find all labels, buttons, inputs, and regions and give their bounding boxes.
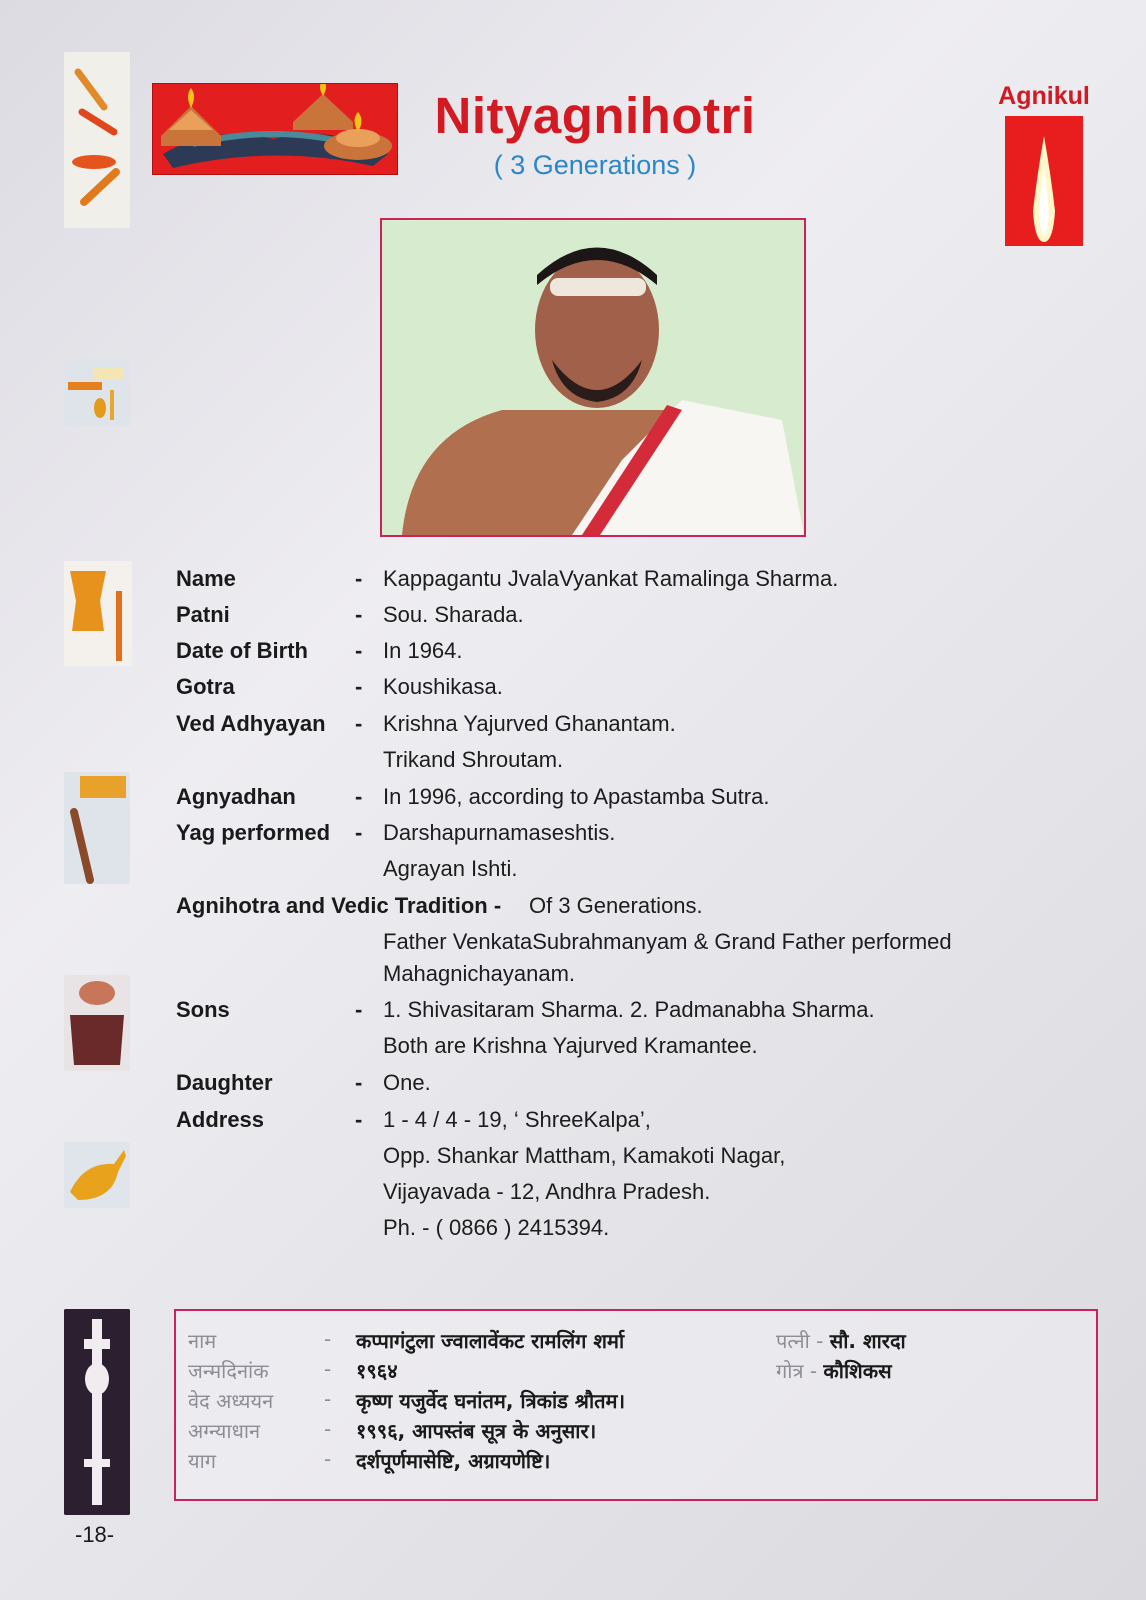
tradition-line: Father VenkataSubrahmanyam & Grand Father performed <box>383 929 952 954</box>
fire-altars-banner-image <box>152 83 398 175</box>
detail-value: Kappagantu JvalaVyankat Ramalinga Sharma. <box>383 566 839 591</box>
hindi-value: कौशिकस <box>823 1359 892 1383</box>
detail-value: Trikand Shroutam. <box>383 747 564 772</box>
detail-value: Agrayan Ishti. <box>383 856 518 881</box>
hindi-value: दर्शपूर्णमासेष्टि, अग्रायणेष्टि। <box>356 1449 551 1473</box>
detail-value: Vijayavada - 12, Andhra Pradesh. <box>383 1179 711 1204</box>
separator: - <box>355 784 363 809</box>
page-title: Nityagnihotri <box>434 87 756 144</box>
separator: - <box>324 1327 332 1351</box>
detail-value: Krishna Yajurved Ghanantam. <box>383 711 676 736</box>
detail-label: Ved Adhyayan <box>176 711 326 736</box>
hindi-summary-box <box>174 1309 1098 1501</box>
ritual-pestle-image <box>64 1309 130 1515</box>
separator: - <box>355 602 363 627</box>
detail-label: Patni <box>176 602 230 627</box>
detail-value: One. <box>383 1070 431 1095</box>
hindi-row-patni <box>776 1327 906 1354</box>
detail-value: Sou. Sharada. <box>383 602 524 627</box>
detail-label: Gotra <box>176 674 235 699</box>
separator: - <box>816 1329 830 1353</box>
detail-value: In 1996, according to Apastamba Sutra. <box>383 784 770 809</box>
separator: - <box>355 674 363 699</box>
ritual-tools-image-1 <box>64 52 130 228</box>
ritual-offering-image <box>64 975 130 1071</box>
tradition-value: Of 3 Generations. <box>529 893 703 918</box>
separator: - <box>324 1387 332 1411</box>
separator: - <box>809 1359 824 1383</box>
separator: - <box>355 638 363 663</box>
separator: - <box>355 1107 363 1132</box>
page-subtitle: ( 3 Generations ) <box>493 150 697 180</box>
ritual-tools-image-2 <box>64 360 130 426</box>
page-number: -18- <box>75 1522 115 1547</box>
hindi-row-gotra <box>776 1357 892 1384</box>
detail-value: Opp. Shankar Mattham, Kamakoti Nagar, <box>383 1143 786 1168</box>
detail-label: Date of Birth <box>176 638 308 663</box>
ritual-vessel-image <box>64 561 132 666</box>
detail-label: Agnihotra and Vedic Tradition - <box>176 893 502 918</box>
detail-value: Both are Krishna Yajurved Kramantee. <box>383 1033 758 1058</box>
hindi-label: पत्नी <box>776 1329 810 1353</box>
detail-label: Name <box>176 566 236 591</box>
tradition-label: Agnihotra and Vedic Tradition <box>176 893 488 918</box>
hindi-label: अग्न्याधान <box>188 1419 261 1443</box>
hindi-label: याग <box>188 1449 217 1473</box>
separator: - <box>355 1070 363 1095</box>
detail-value: Ph. - ( 0866 ) 2415394. <box>383 1215 610 1240</box>
detail-label: Agnyadhan <box>176 784 296 809</box>
separator: - <box>355 711 363 736</box>
detail-value: 1. Shivasitaram Sharma. 2. Padmanabha Sharma. <box>383 997 875 1022</box>
detail-value: 1 - 4 / 4 - 19, ‘ ShreeKalpa’, <box>383 1107 651 1132</box>
hindi-label: नाम <box>188 1329 217 1353</box>
detail-label: Daughter <box>176 1070 273 1095</box>
hindi-value: १९६४ <box>356 1359 398 1383</box>
detail-value: Darshapurnamaseshtis. <box>383 820 616 845</box>
separator: - <box>324 1447 332 1471</box>
hindi-value: कप्पागंटुला ज्वालावेंकट रामलिंग शर्मा <box>356 1329 625 1353</box>
hindi-label: वेद अध्ययन <box>188 1389 274 1413</box>
hindi-value: कृष्ण यजुर्वेद घनांतम, त्रिकांड श्रौतम। <box>356 1389 626 1413</box>
agnikul-label: Agnikul <box>998 82 1090 110</box>
separator: - <box>324 1417 332 1441</box>
hindi-value: सौ. शारदा <box>829 1329 906 1353</box>
hindi-label: जन्मदिनांक <box>188 1359 269 1383</box>
detail-label: Yag performed <box>176 820 331 845</box>
detail-label: Sons <box>176 997 230 1022</box>
ritual-spoon-image <box>64 1142 130 1208</box>
separator: - <box>355 820 363 845</box>
ritual-ladle-image <box>64 772 130 884</box>
separator: - <box>355 566 363 591</box>
flame-icon <box>1005 116 1083 246</box>
separator: - <box>324 1357 332 1381</box>
detail-label: Address <box>176 1107 265 1132</box>
tradition-line: Mahagnichayanam. <box>383 961 576 986</box>
portrait-photo <box>380 218 806 537</box>
hindi-value: १९९६, आपस्तंब सूत्र के अनुसार। <box>356 1419 597 1443</box>
detail-value: In 1964. <box>383 638 463 663</box>
separator: - <box>355 997 363 1022</box>
detail-value: Koushikasa. <box>383 674 503 699</box>
hindi-label: गोत्र <box>776 1359 804 1383</box>
